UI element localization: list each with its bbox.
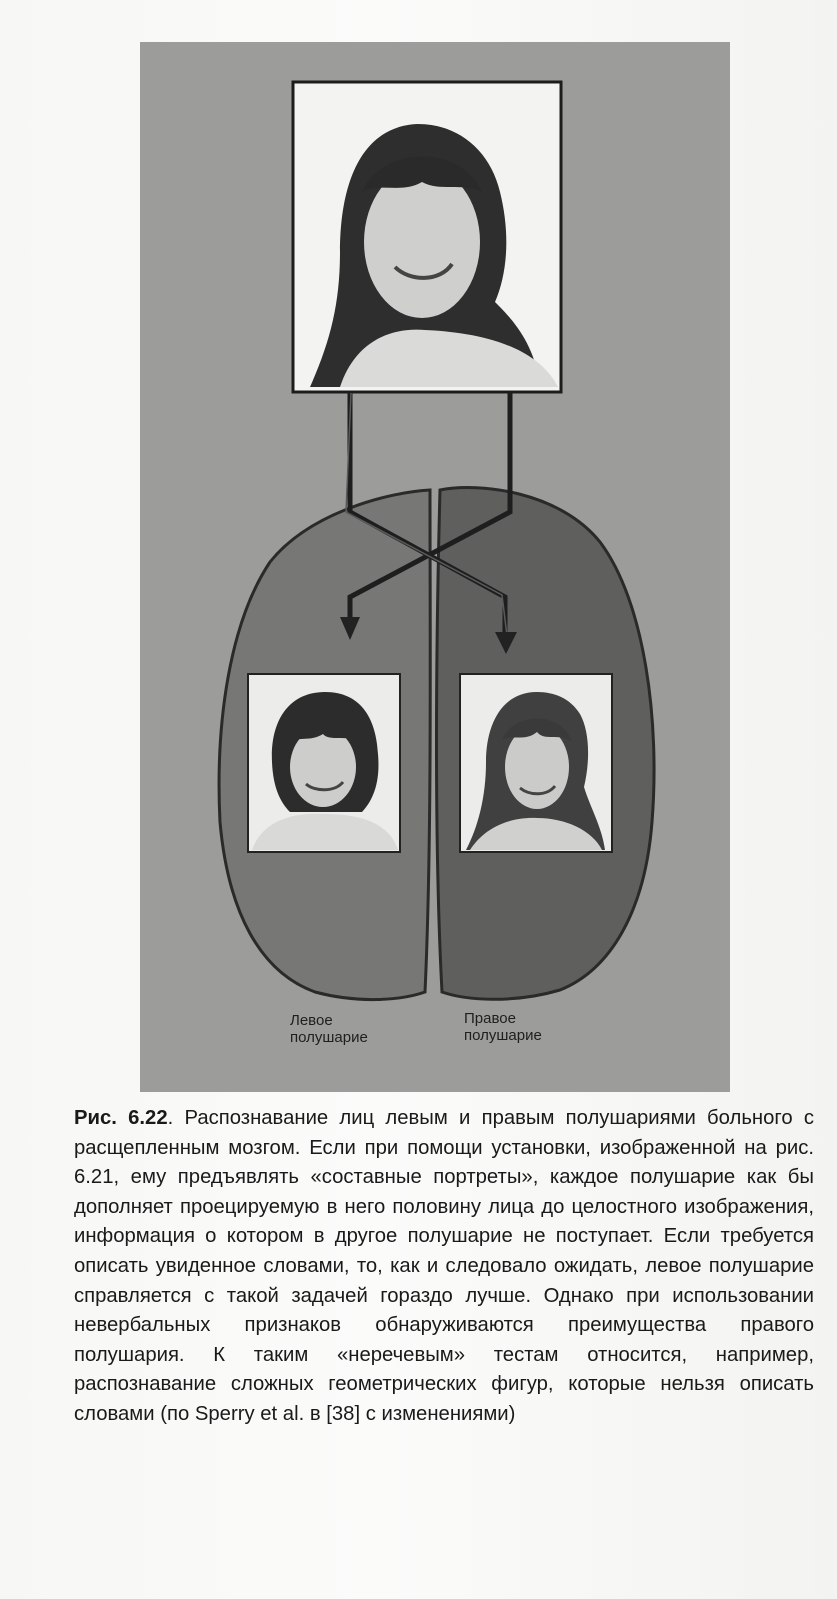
figure-number: Рис. 6.22 xyxy=(74,1107,168,1129)
left-hemisphere-label: Левое полушарие xyxy=(290,1012,368,1046)
figure-6-22 xyxy=(140,42,730,1092)
right-hemisphere-label: Правое полушарие xyxy=(464,1010,542,1044)
composite-portrait xyxy=(293,82,561,392)
right-hemisphere-portrait xyxy=(460,674,612,852)
caption-text: . Распознавание лиц левым и правым полушариями больного с расщепленным мозгом. Если при помощи установки, изображенной на рис. 6.21, ему предъявлять «составные портреты», каждое полушарие как бы дополняет проецируемую в него половину лица до целостного изображения, информация о котором в другое полушарие не поступает. Если требуется описать увиденное словами, то, как и следовало ожидать, левое полушарие справляется с такой задачей гораздо лучше. Однако при использовании невербальных признаков обнаруживаются преимущества правого полушария. К таким «неречевым» тестам относится, например, распознавание сложных геометрических фигур, которые нельзя описать словами (по Sperry et al. в [38] с изменениями) xyxy=(74,1107,814,1425)
figure-illustration xyxy=(140,42,730,1092)
figure-caption xyxy=(74,1104,814,1430)
left-hemisphere-portrait xyxy=(248,674,400,852)
